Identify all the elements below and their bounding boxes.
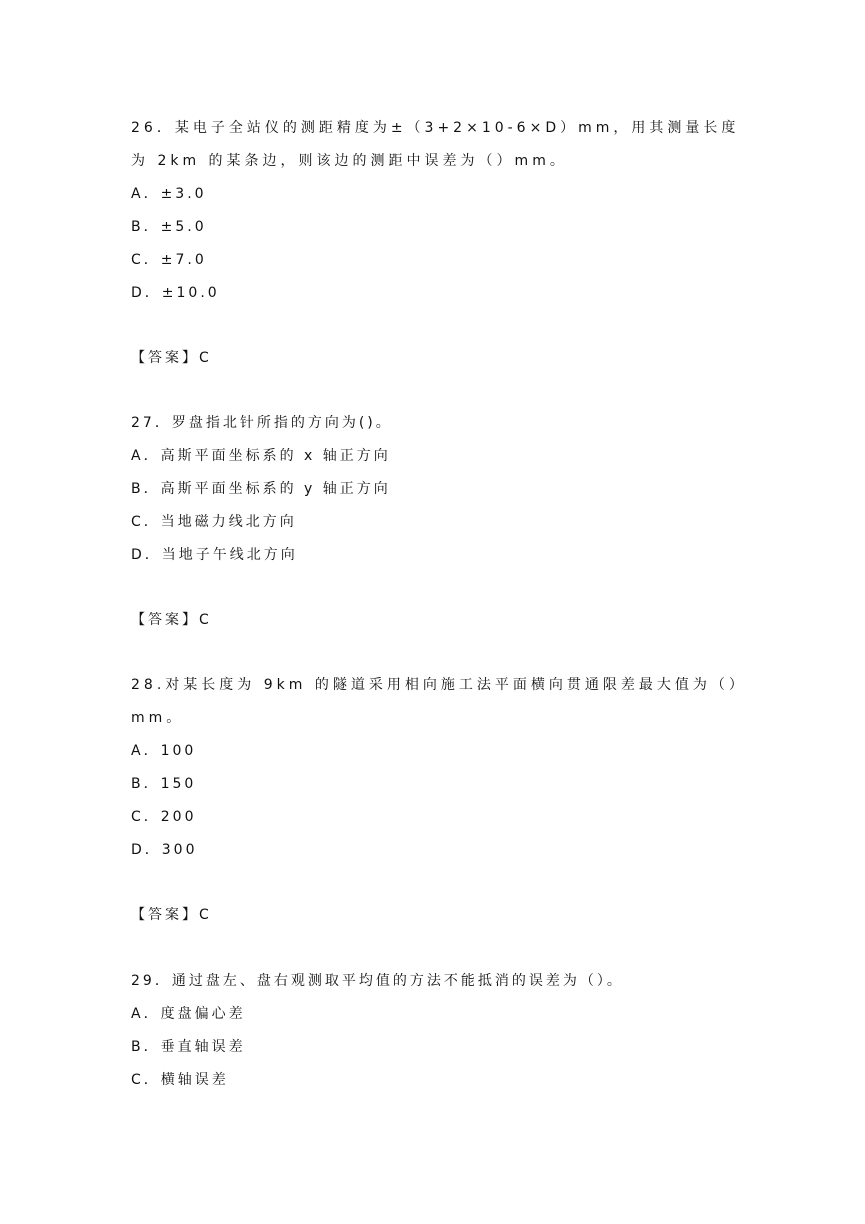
question-27-option-d: D．当地子午线北方向 — [131, 547, 298, 563]
question-26-answer: 【答案】C — [131, 350, 212, 366]
question-29-option-c: C．横轴误差 — [131, 1072, 229, 1088]
question-26-option-d: D．±10.0 — [131, 285, 220, 301]
question-26-option-a: A．±3.0 — [131, 186, 207, 202]
question-28-stem: 28.对某长度为 9km 的隧道采用相向施工法平面横向贯通限差最大值为（）mm。 — [131, 677, 740, 726]
question-28-option-b: B．150 — [131, 776, 197, 792]
question-28-option-a: A．100 — [131, 743, 197, 759]
question-27-option-b: B．高斯平面坐标系的 y 轴正方向 — [131, 481, 391, 497]
question-27-option-a: A．高斯平面坐标系的 x 轴正方向 — [131, 448, 391, 464]
question-27-answer: 【答案】C — [131, 612, 212, 628]
question-29-stem: 29．通过盘左、盘右观测取平均值的方法不能抵消的误差为（）。 — [131, 973, 624, 989]
question-26-option-c: C．±7.0 — [131, 252, 207, 268]
question-29-option-a: A．度盘偏心差 — [131, 1006, 246, 1022]
question-26-option-b: B．±5.0 — [131, 219, 207, 235]
question-26-stem: 26．某电子全站仪的测距精度为±（3+2×10-6×D）mm，用其测量长度为 2km 的某条边，则该边的测距中误差为（）mm。 — [131, 120, 740, 169]
question-28-option-c: C．200 — [131, 809, 197, 825]
question-28-option-d: D．300 — [131, 842, 198, 858]
question-29-option-b: B．垂直轴误差 — [131, 1039, 246, 1055]
question-27-option-c: C．当地磁力线北方向 — [131, 514, 297, 530]
question-28-answer: 【答案】C — [131, 907, 212, 923]
question-27-stem: 27．罗盘指北针所指的方向为()。 — [131, 415, 393, 431]
